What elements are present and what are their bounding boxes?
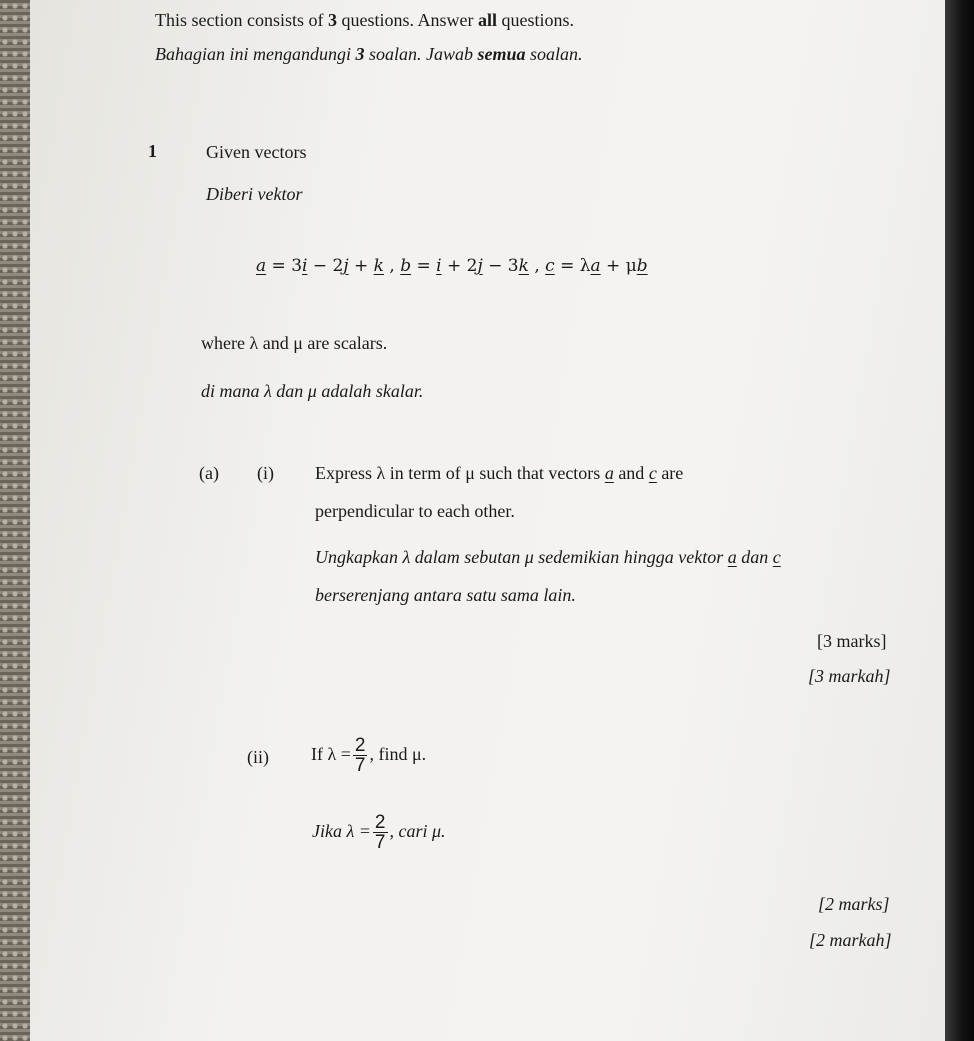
given-vectors-ms: Diberi vektor <box>206 184 303 204</box>
given-vectors-en: Given vectors <box>206 142 307 162</box>
part-a-i-label: (i) <box>257 463 274 483</box>
fraction-two-sevenths: $\frac{2}{7}$ <box>354 735 366 777</box>
part-a-ii-marks-en: [2 marks] <box>818 894 890 914</box>
part-a-i-text-ms-line1: Ungkapkan λ dalam sebutan μ sedemikian hingga vektor a dan c <box>315 547 781 567</box>
part-a-ii-text-ms: Jika λ = $\frac{2}{7}$ , cari μ. <box>312 812 446 854</box>
part-a-i-marks-ms: [3 markah] <box>808 666 891 686</box>
where-scalars-ms: di mana λ dan μ adalah skalar. <box>201 381 424 401</box>
fraction-two-sevenths-ms: $\frac{2}{7}$ <box>374 812 386 854</box>
background-edge <box>945 0 974 1041</box>
part-a-i-text-en-line2: perpendicular to each other. <box>315 501 515 521</box>
part-a-ii-label: (ii) <box>247 747 269 767</box>
page-binding-edge <box>0 0 30 1041</box>
part-a-i-text-en-line1: Express λ in term of μ such that vectors a and c are <box>315 463 684 483</box>
part-a-i-text-ms-line2: berserenjang antara satu sama lain. <box>315 585 576 605</box>
where-scalars-en: where λ and μ are scalars. <box>201 333 388 353</box>
part-a-label: (a) <box>199 463 219 483</box>
part-a-ii-marks-ms: [2 markah] <box>809 930 892 950</box>
part-a-i-marks-en: [3 marks] <box>817 631 887 651</box>
vector-equation: a = 3i − 2j + k , b = i + 2j − 3k , c = λa + μb <box>256 256 648 276</box>
instruction-english: This section consists of 3 questions. Answer all questions. <box>155 10 575 30</box>
instruction-malay: Bahagian ini mengandungi 3 soalan. Jawab semua soalan. <box>155 44 583 64</box>
question-number: 1 <box>148 141 157 161</box>
part-a-ii-text-en: If λ = $\frac{2}{7}$ , find μ. <box>311 735 427 777</box>
